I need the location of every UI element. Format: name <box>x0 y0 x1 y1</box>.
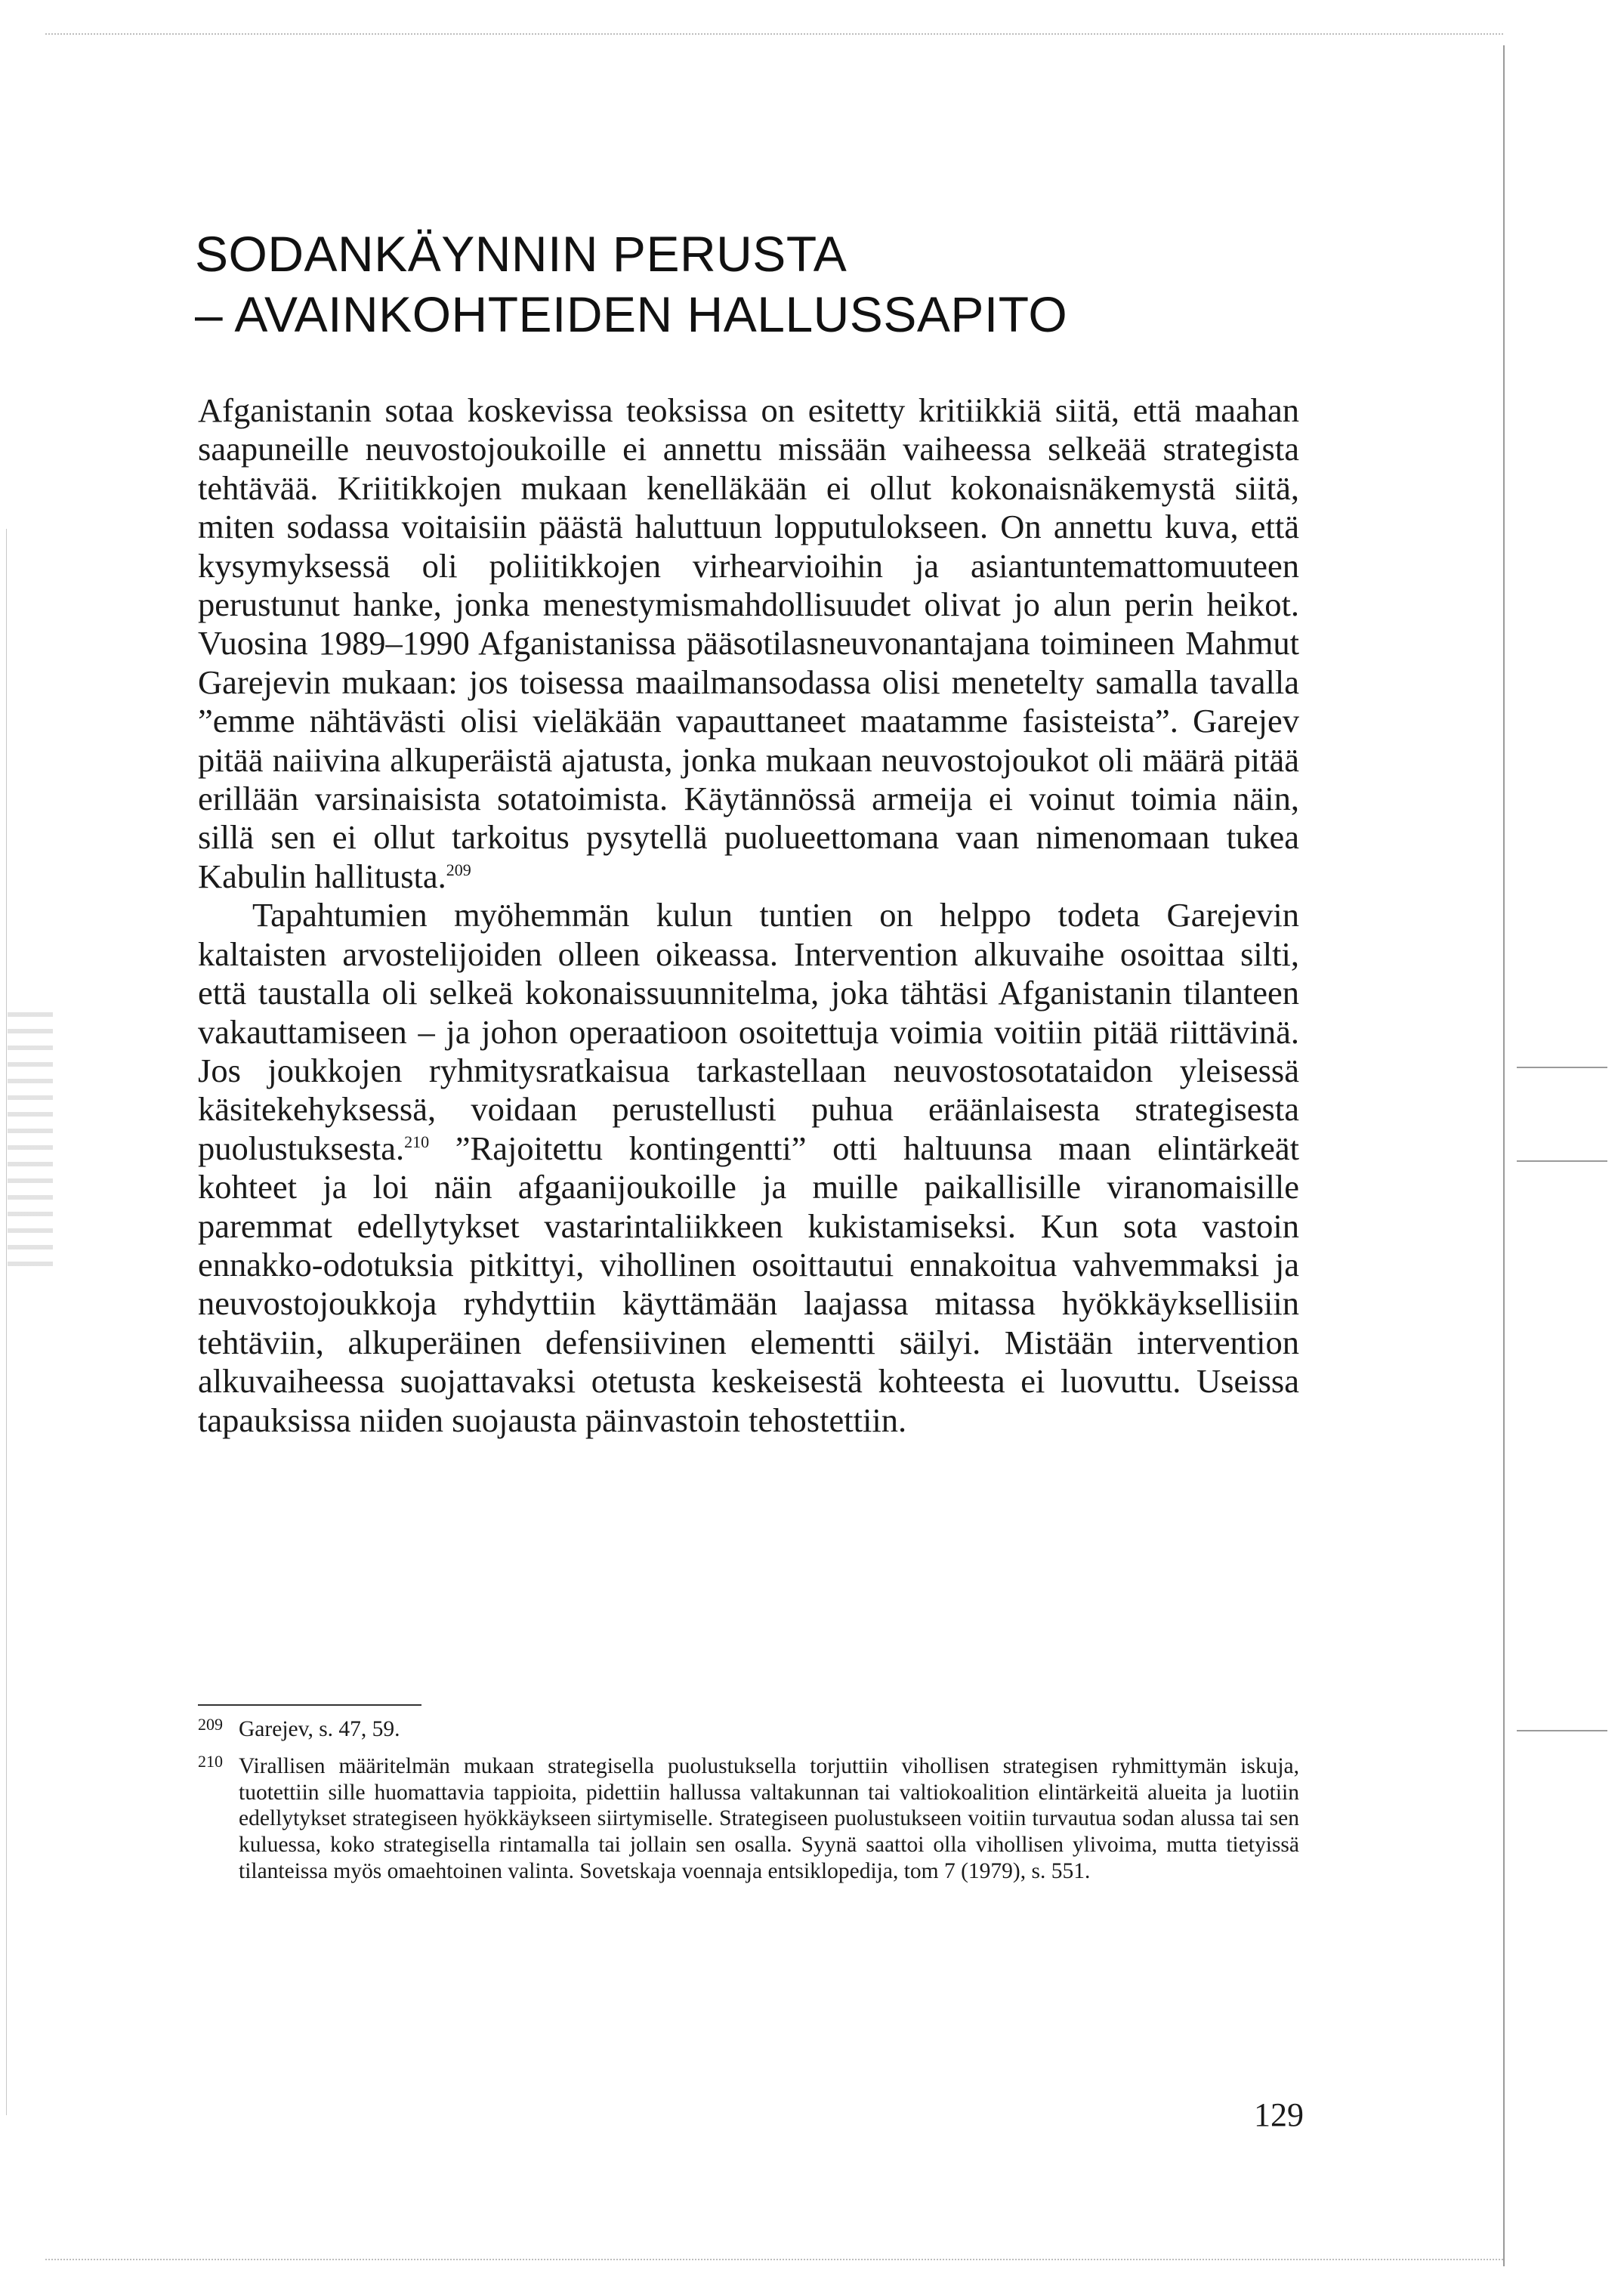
scan-dash <box>1517 1067 1607 1068</box>
scan-edge-top <box>45 33 1503 35</box>
scan-dash <box>1517 1730 1607 1731</box>
chapter-heading-line-1: SODANKÄYNNIN PERUSTA <box>195 226 848 282</box>
footnote-ref-210: 210 <box>404 1132 430 1151</box>
footnote-number: 210 <box>198 1751 223 1771</box>
scan-edge-bottom <box>45 2259 1503 2260</box>
footnote-number: 209 <box>198 1715 223 1734</box>
scan-dash <box>1517 1160 1607 1162</box>
footnote-ref-209: 209 <box>446 860 471 880</box>
paragraph-2-text-b: ”Rajoitettu kontingentti” otti haltuunsa maan elintärkeät kohteet ja loi näin afgaanijoukoille ja muille paikallisille viranomaisille paremmat edellytykset vastarintaliikkeen kukistamiseksi. Kun sota vastoin ennakko-odotuksia pitkittyi, vihollinen osoittautui ennakoitua vahvemmaksi ja neuvostojoukkoja ryhdyttiin käyttämään laajassa mitassa hyökkäyksellisiin tehtäviin, alkuperäinen defensiivinen elementti säilyi. Mistään intervention alkuvaiheessa suojattavaksi otetusta keskeisestä kohteesta ei luovuttu. Useissa tapauksissa niiden suojausta päinvastoin tehostettiin. <box>198 1129 1299 1439</box>
paragraph-2 <box>198 896 1299 1440</box>
chapter-heading-line-2: – AVAINKOHTEIDEN HALLUSSAPITO <box>195 286 1068 342</box>
footnote-210 <box>198 1753 1299 1885</box>
body-text <box>198 391 1299 1440</box>
page-number: 129 <box>1254 2096 1304 2133</box>
scan-edge-right <box>1503 45 1505 2266</box>
footnote-text: Garejev, s. 47, 59. <box>239 1717 400 1741</box>
footnote-text: Virallisen määritelmän mukaan strategisella puolustuksella torjuttiin vihollisen strategisen ryhmittymän iskuja, tuotettiin sille huomattavia tappioita, pidettiin hallussa valtakunnan tai valtiokoalition elintärkeitä alueita ja luotiin edellytykset strategiseen hyökkäykseen siirtymiselle. Strategiseen puolustukseen voitiin turvautua sodan alussa tai sen kuluessa, koko strategisella rintamalla tai jollain sen osalla. Syynä saattoi olla vihollisen ylivoima, mutta tietyissä tilanteissa myös omaehtoinen valinta. Sovetskaja voennaja entsiklopedija, tom 7 (1979), s. 551. <box>239 1753 1299 1883</box>
footnote-209 <box>198 1716 1299 1743</box>
chapter-heading <box>195 224 1403 344</box>
footnote-rule <box>198 1704 421 1706</box>
scan-margin-noise <box>8 1012 53 1269</box>
paragraph-1 <box>198 391 1299 896</box>
paragraph-2-text-a: Tapahtumien myöhemmän kulun tuntien on helppo todeta Garejevin kaltaisten arvostelijoiden olleen oikeassa. Intervention alkuvaihe osoittaa silti, että taustalla oli selkeä kokonaissuunnitelma, joka tähtäsi Afganistanin tilanteen vakauttamiseen – ja johon operaatioon osoitettuja voimia voitiin pitää riittävinä. Jos joukkojen ryhmitysratkaisua tarkastellaan neuvostosotataidon yleisessä käsitekehyksessä, voidaan perustellusti puhua eräänlaisesta strategisesta puolustuksesta. <box>198 896 1299 1167</box>
footnotes <box>198 1716 1299 1895</box>
paragraph-1-text: Afganistanin sotaa koskevissa teoksissa on esitetty kritiikkiä siitä, että maahan saapuneille neuvostojoukoille ei annettu missään vaiheessa selkeää strategista tehtävää. Kriitikkojen mukaan kenelläkään ei ollut kokonaisnäkemystä siitä, miten sodassa voitaisiin päästä haluttuun lopputulokseen. On annettu kuva, että kysymyksessä oli poliitikkojen virhearvioihin ja asiantuntemattomuuteen perustunut hanke, jonka menestymismahdollisuudet olivat jo alun perin heikot. Vuosina 1989–1990 Afganistanissa pääsotilasneuvonantajana toimineen Mahmut Garejevin mukaan: jos toisessa maailmansodassa olisi menetelty samalla tavalla ”emme nähtävästi olisi vieläkään vapauttaneet maatamme fasisteista”. Garejev pitää naiivina alkuperäistä ajatusta, jonka mukaan neuvostojoukot oli määrä pitää erillään varsinaisista sotatoimista. Käytännössä armeija ei voinut toimia näin, sillä sen ei ollut tarkoitus pysytellä puolueettomana vaan nimenomaan tukea Kabulin hallitusta. <box>198 391 1299 895</box>
scan-edge-left <box>6 529 7 2115</box>
